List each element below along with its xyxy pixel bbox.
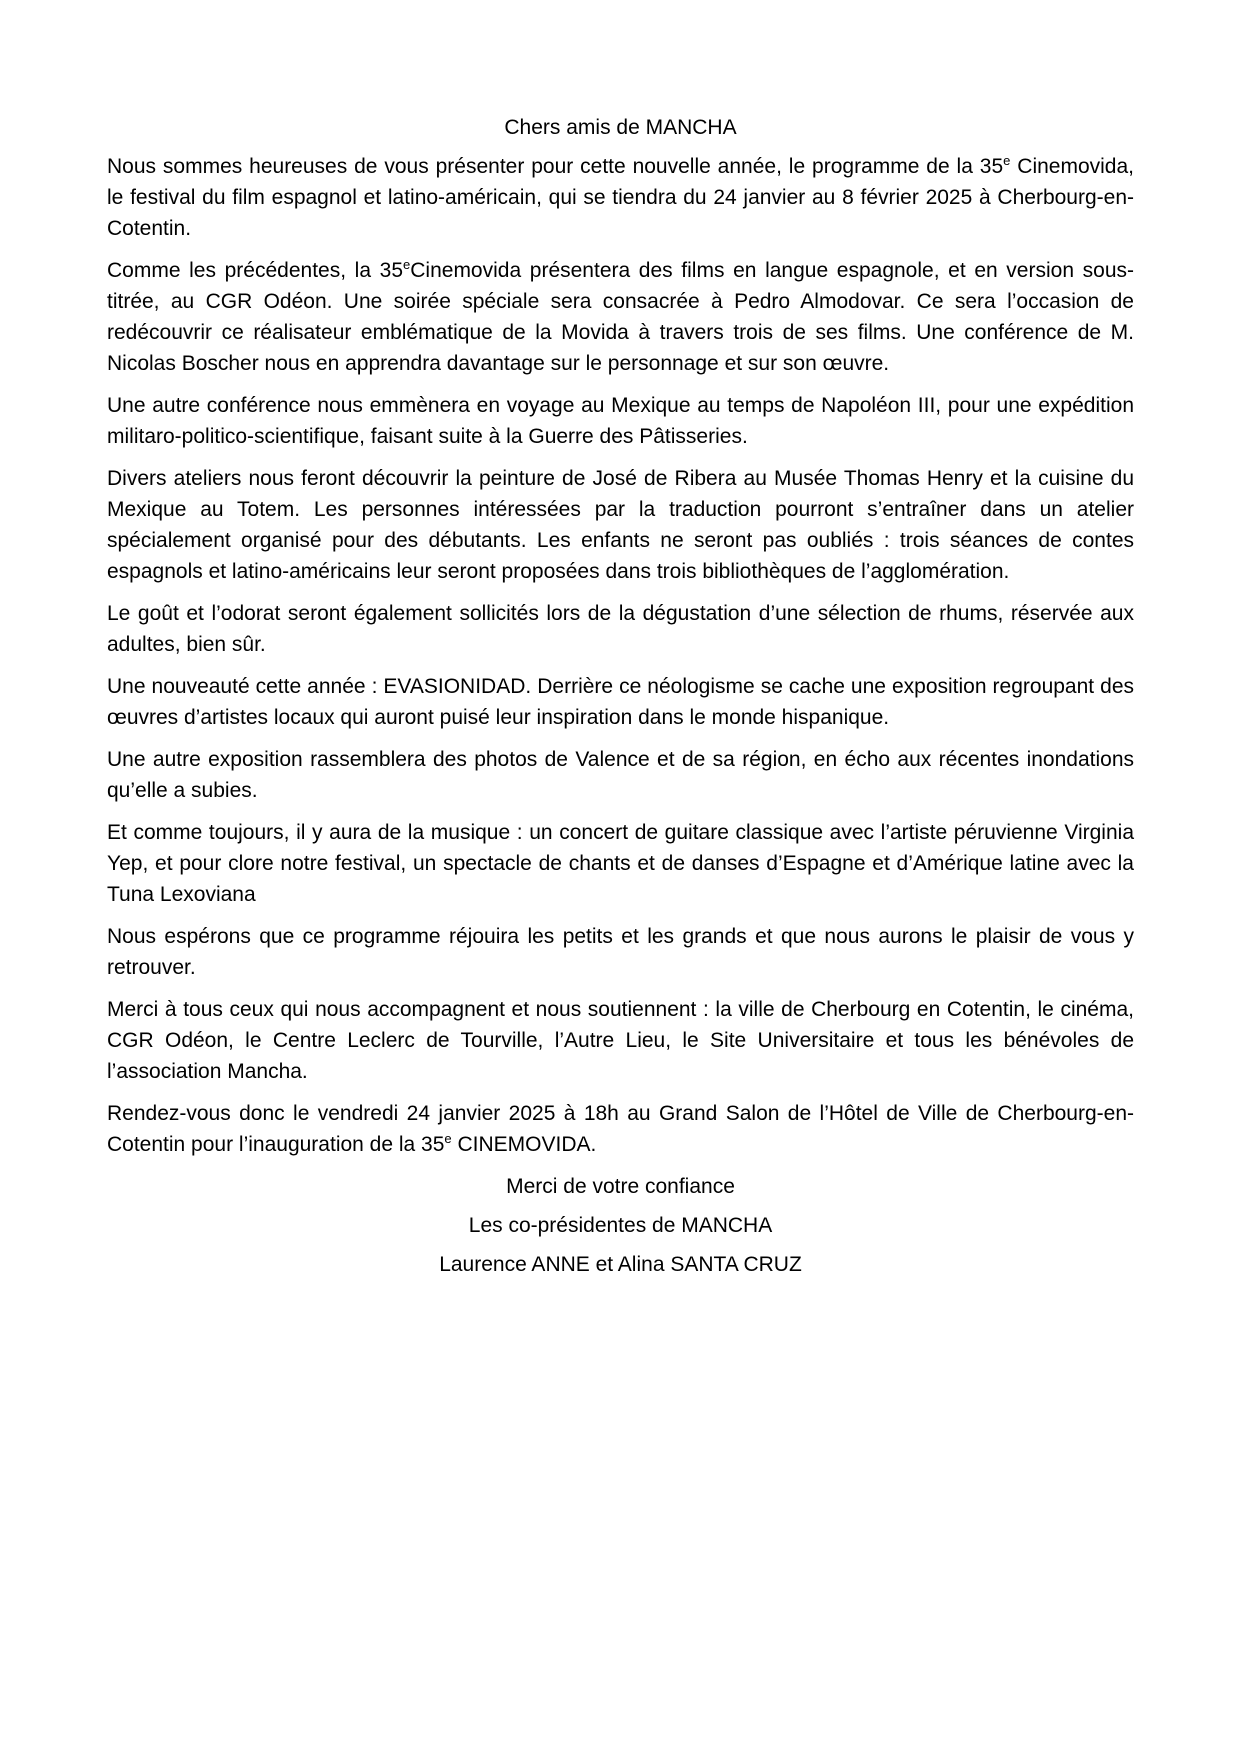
paragraph-text: Une autre conférence nous emmènera en voyage au Mexique au temps de Napoléon III, pour une expédition militaro-politico-scientifique, faisant suite à la Guerre des Pâtisseries.	[107, 394, 1134, 448]
ordinal-superscript: e	[1003, 153, 1011, 168]
paragraph-intro	[107, 151, 1134, 244]
paragraph-text: Nous espérons que ce programme réjouira les petits et les grands et que nous aurons le plaisir de vous y retrouver.	[107, 925, 1134, 979]
paragraph-text: Le goût et l’odorat seront également sollicités lors de la dégustation d’une sélection de rhums, réservée aux adultes, bien sûr.	[107, 602, 1134, 656]
paragraph-ateliers	[107, 463, 1134, 587]
paragraph-text: Une autre exposition rassemblera des photos de Valence et de sa région, en écho aux récentes inondations qu’elle a subies.	[107, 748, 1134, 802]
paragraph-text: Une nouveauté cette année : EVASIONIDAD. Derrière ce néologisme se cache une exposition regroupant des œuvres d’artistes locaux qui auront puisé leur inspiration dans le monde hispanique.	[107, 675, 1134, 729]
closing-line-co-presidentes: Les co-présidentes de MANCHA	[468, 1214, 773, 1237]
paragraph-esperons	[107, 921, 1134, 983]
document-title: Chers amis de MANCHA	[504, 116, 737, 139]
paragraph-text: Rendez-vous donc le vendredi 24 janvier 2025 à 18h au Grand Salon de l’Hôtel de Ville de Cherbourg-en-Cotentin pour l’inauguration de la 35	[107, 1102, 1134, 1156]
paragraph-text: Divers ateliers nous feront découvrir la peinture de José de Ribera au Musée Thomas Henry et la cuisine du Mexique au Totem. Les personnes intéressées par la traduction pourront s’entraîner dans un atelier spécialement organisé pour des débutants. Les enfants ne seront pas oubliés : trois séances de contes espagnols et latino-américains leur seront proposées dans trois bibliothèques de l’agglomération.	[107, 467, 1134, 583]
paragraph-conference-mexique	[107, 390, 1134, 452]
paragraph-text: Comme les précédentes, la 35	[107, 259, 404, 282]
ordinal-superscript: e	[403, 257, 411, 272]
closing-line-confiance: Merci de votre confiance	[506, 1175, 735, 1198]
paragraph-text: Cinemovida présentera des films en langue espagnole, et en version sous-titrée, au CGR Odéon. Une soirée spéciale sera consacrée à Pedro Almodovar. Ce sera l’occasion de redécouvrir ce réalisateur emblématique de la Movida à travers trois de ses films. Une conférence de M. Nicolas Boscher nous en apprendra davantage sur le personnage et sur son œuvre.	[107, 259, 1134, 375]
ordinal-superscript: e	[444, 1131, 452, 1146]
paragraph-evasionidad	[107, 671, 1134, 733]
paragraph-degustation	[107, 598, 1134, 660]
paragraph-rendez-vous	[107, 1098, 1134, 1160]
closing-line-signature: Laurence ANNE et Alina SANTA CRUZ	[439, 1253, 802, 1276]
paragraph-exposition-valence	[107, 744, 1134, 806]
paragraph-text: Et comme toujours, il y aura de la musique : un concert de guitare classique avec l’artiste péruvienne Virginia Yep, et pour clore notre festival, un spectacle de chants et de danses d’Espagne et d’Amérique latine avec la Tuna Lexoviana	[107, 821, 1134, 906]
paragraph-films	[107, 255, 1134, 379]
paragraph-remerciements	[107, 994, 1134, 1087]
paragraph-musique	[107, 817, 1134, 910]
paragraph-text: CINEMOVIDA.	[451, 1133, 597, 1156]
paragraph-text: Nous sommes heureuses de vous présenter pour cette nouvelle année, le programme de la 35	[107, 155, 1004, 178]
paragraph-text: Cinemovida, le festival du film espagnol et latino-américain, qui se tiendra du 24 janvier au 8 février 2025 à Cherbourg-en-Cotentin.	[107, 155, 1135, 240]
paragraph-text: Merci à tous ceux qui nous accompagnent et nous soutiennent : la ville de Cherbourg en Cotentin, le cinéma, CGR Odéon, le Centre Leclerc de Tourville, l’Autre Lieu, le Site Universitaire et tous les bénévoles de l’association Mancha.	[107, 998, 1134, 1083]
